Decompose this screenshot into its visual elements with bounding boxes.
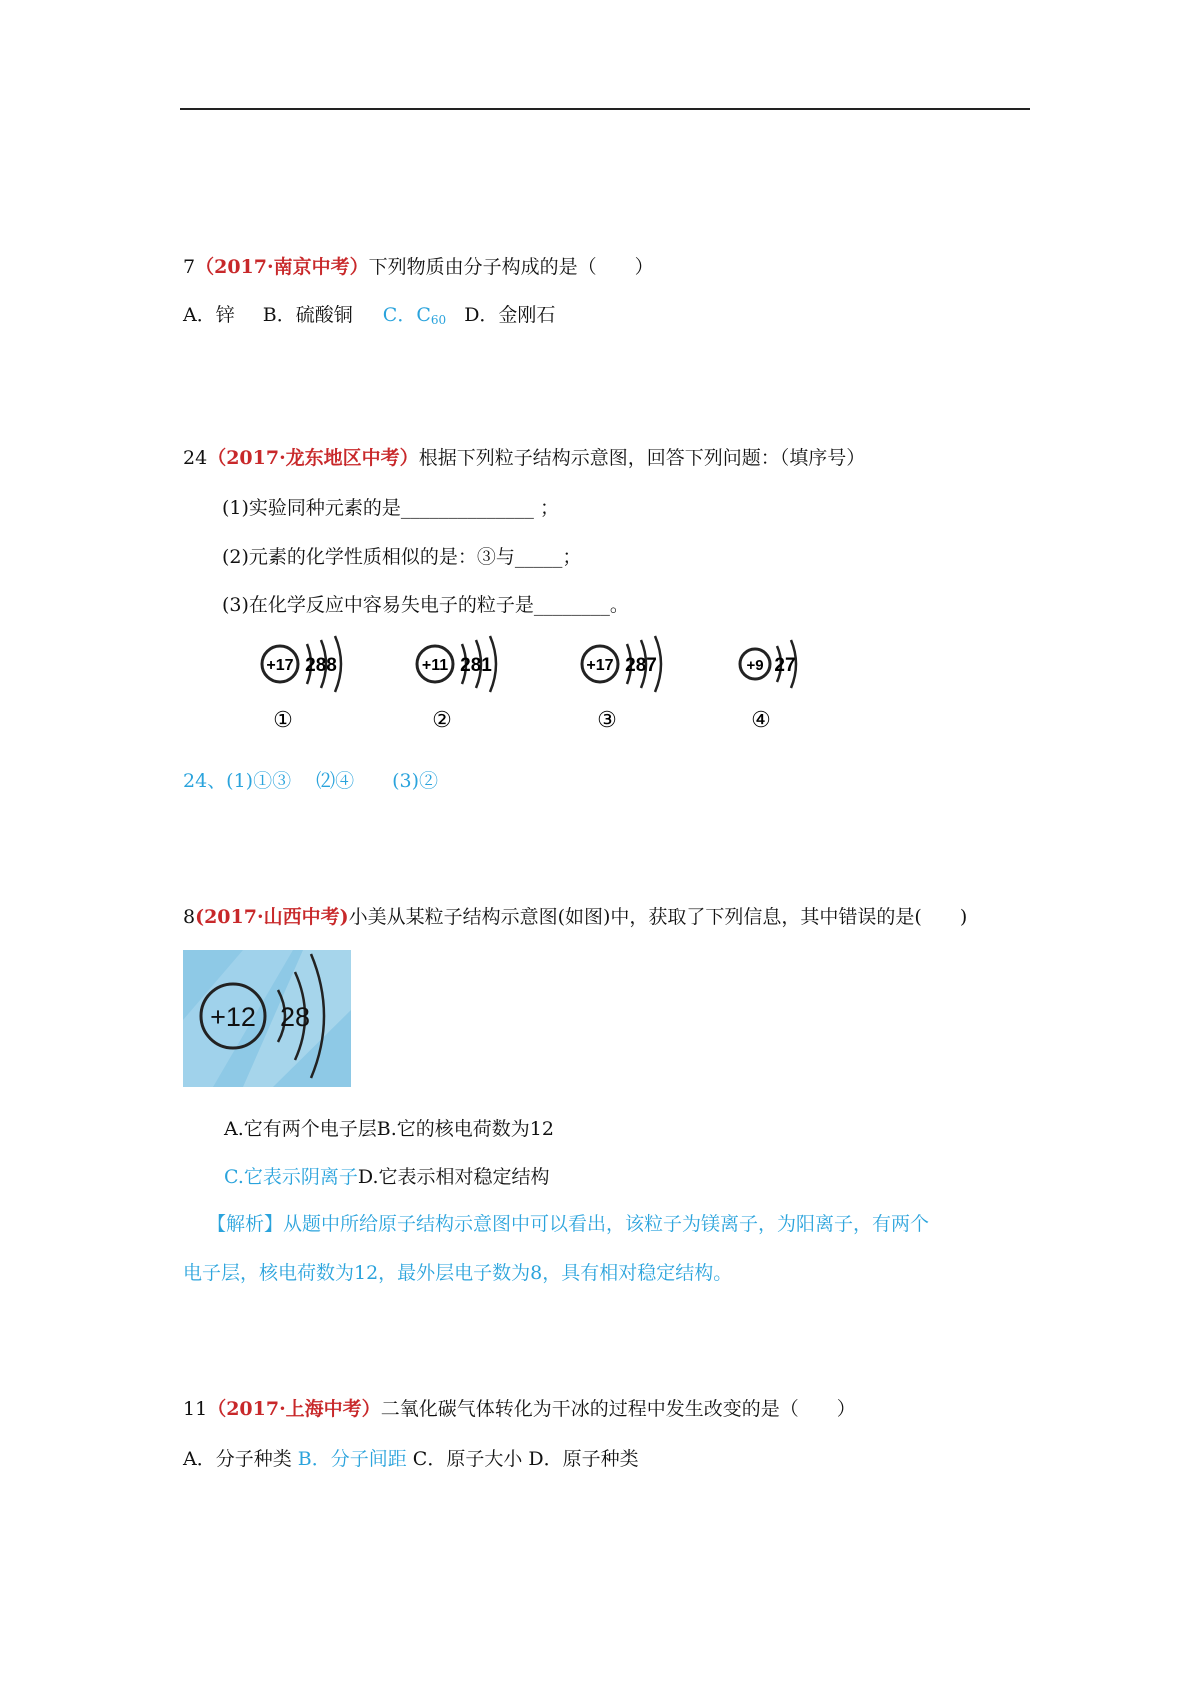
question-8-options-cd [224, 1162, 550, 1189]
particle-structure-diagrams [255, 632, 815, 742]
sub-question-1: (1)实验同种元素的是______________ ； [222, 497, 559, 519]
header-rule [180, 108, 1030, 110]
sub-question-3: (3)在化学反应中容易失电子的粒子是________。 [222, 594, 629, 616]
svg-text:288: 288 [305, 655, 337, 676]
option-d: D.它表示相对稳定结构 [357, 1166, 550, 1188]
question-source: （2017·南京中考） [195, 256, 369, 278]
option-b-answer: B．分子间距 [297, 1448, 407, 1470]
option-a: A．分子种类 [183, 1448, 292, 1470]
svg-text:+11: +11 [421, 657, 449, 674]
analysis-line-2: 电子层，核电荷数为12，最外层电子数为8，具有相对稳定结构。 [183, 1262, 733, 1284]
question-8-line [183, 902, 967, 929]
answer-24: 24、(1)①③ ⑵④ (3)② [183, 770, 439, 792]
particle-2 [417, 636, 496, 733]
question-stem: 小美从某粒子结构示意图(如图)中，获取了下列信息，其中错误的是( ) [348, 906, 968, 928]
question-source: （2017·上海中考） [207, 1398, 381, 1420]
question-number: 24 [183, 447, 208, 469]
particle-1 [262, 636, 341, 733]
svg-text:+12: +12 [210, 1002, 256, 1032]
option-c-answer: C.它表示阴离子 [224, 1166, 358, 1188]
question-7-options [183, 300, 555, 327]
analysis-line-1: 【解析】从题中所给原子结构示意图中可以看出，该粒子为镁离子，为阳离子，有两个 [207, 1213, 930, 1235]
svg-text:287: 287 [625, 655, 657, 676]
svg-text:③: ③ [597, 708, 617, 733]
svg-text:②: ② [432, 708, 452, 733]
question-stem: 根据下列粒子结构示意图，回答下列问题：（填序号） [418, 447, 866, 469]
svg-text:+17: +17 [266, 657, 294, 674]
particle-4 [740, 640, 796, 733]
option-b: B．硫酸铜 [262, 304, 353, 326]
sub-question-2: (2)元素的化学性质相似的是：③与_____； [222, 546, 582, 568]
question-8-options-ab: A.它有两个电子层B.它的核电荷数为12 [224, 1118, 554, 1140]
question-number: 8 [183, 906, 196, 928]
svg-text:281: 281 [460, 655, 492, 676]
question-source: （2017·龙东地区中考） [207, 447, 419, 469]
question-number: 11 [183, 1398, 208, 1420]
svg-text:27: 27 [774, 655, 796, 676]
question-11-options [183, 1444, 639, 1471]
question-24-line [183, 443, 865, 470]
question-stem: 二氧化碳气体转化为干冰的过程中发生改变的是（ ） [380, 1398, 856, 1420]
svg-text:28: 28 [279, 1002, 311, 1032]
option-c: C．原子大小 [412, 1448, 523, 1470]
svg-text:④: ④ [751, 708, 771, 733]
magnesium-ion-diagram [183, 950, 351, 1087]
question-source: (2017·山西中考) [195, 906, 349, 928]
svg-text:+9: +9 [746, 657, 764, 674]
analysis-tag: 【解析】 [207, 1213, 284, 1235]
question-7-line [183, 252, 654, 279]
particle-3 [582, 636, 661, 733]
option-c-answer: C．$C_{60}$ [382, 304, 447, 327]
option-a: A．锌 [183, 304, 235, 326]
svg-text:+17: +17 [586, 657, 614, 674]
question-11-line [183, 1394, 856, 1421]
option-d: D．原子种类 [528, 1448, 639, 1470]
svg-text:①: ① [273, 708, 293, 733]
question-stem: 下列物质由分子构成的是（ ） [368, 256, 654, 278]
question-number: 7 [183, 256, 196, 278]
option-d: D．金刚石 [464, 304, 556, 326]
